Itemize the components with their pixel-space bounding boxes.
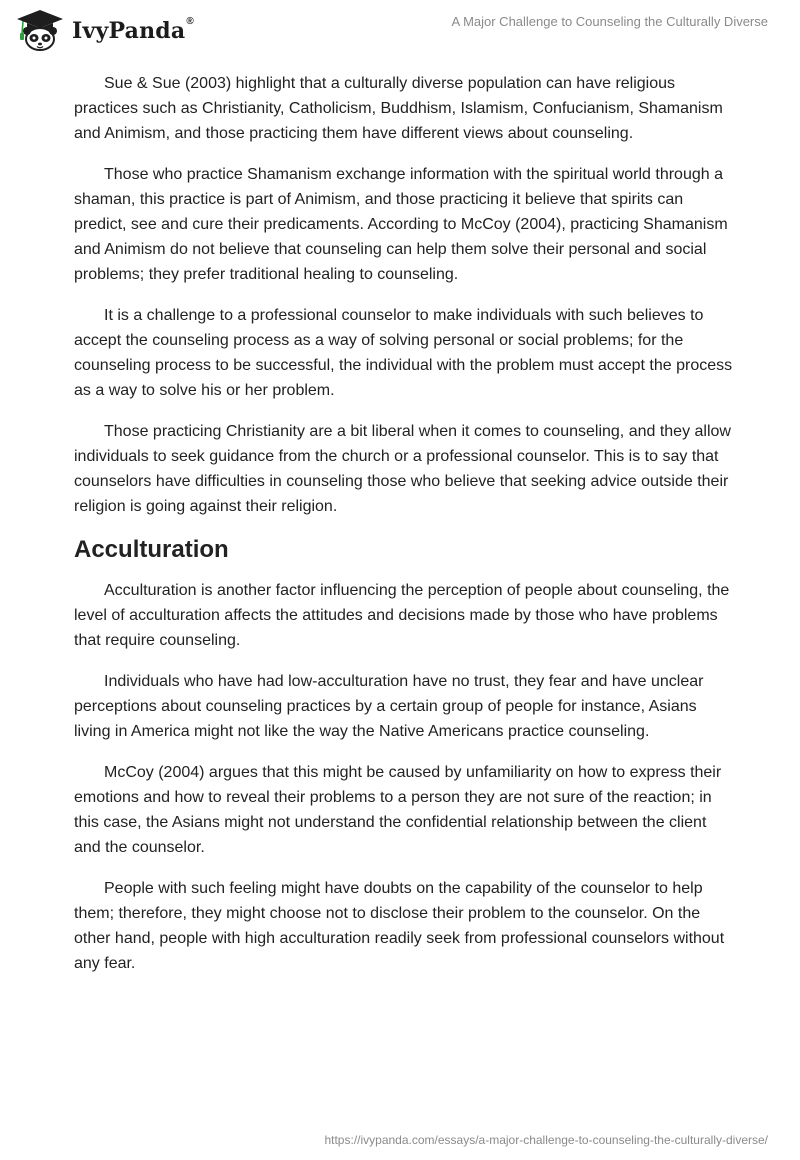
brand-logo[interactable] [14, 8, 194, 52]
section-heading: Acculturation [74, 536, 229, 563]
brand-name [72, 18, 194, 44]
paragraph: Those practicing Christianity are a bit liberal when it comes to counseling, and they allow individuals to seek guidance from the church or a professional counselor. This is to say that counselors have difficulties in counseling those who believe that seeking advice outside their religion is going against their religion. [74, 423, 731, 515]
source-url[interactable]: https://ivypanda.com/essays/a-major-challenge-to-counseling-the-culturally-diverse/ [324, 1133, 768, 1147]
brand-name-text: IvyPanda [72, 18, 186, 44]
registered-mark: ® [186, 16, 194, 27]
paragraph: It is a challenge to a professional counselor to make individuals with such believes to accept the counseling process as a way of solving personal or social problems; for the counseling process to be successful, the individual with the problem must accept the process as a way to solve his or her problem. [74, 307, 733, 399]
paragraph: Those who practice Shamanism exchange information with the spiritual world through a shaman, this practice is part of Animism, and those practicing it believe that spirits can predict, see and cure their predicaments. According to McCoy (2004), practicing Shamanism and Animism do not believe that counseling can help them solve their personal and social problems; they prefer traditional healing to counseling. [74, 166, 728, 283]
document-title: A Major Challenge to Counseling the Culturally Diverse [451, 14, 768, 29]
page-header [0, 0, 800, 64]
panda-graduate-icon [14, 8, 66, 52]
essay-content [74, 71, 734, 992]
paragraph: Acculturation is another factor influencing the perception of people about counseling, the level of acculturation affects the attitudes and decisions made by those who have problems that require counseling. [74, 582, 730, 649]
paragraph: McCoy (2004) argues that this might be caused by unfamiliarity on how to express their emotions and how to reveal their problems to a person they are not sure of the reaction; in this case, the Asians might not understand the confidential relationship between the client and the counselor. [74, 764, 722, 856]
paragraph: Individuals who have had low-acculturation have no trust, they fear and have unclear perceptions about counseling practices by a certain group of people for instance, Asians living in America might not like the way the Native Americans practice counseling. [74, 673, 704, 740]
paragraph: People with such feeling might have doubts on the capability of the counselor to help them; therefore, they might choose not to disclose their problem to the counselor. On the other hand, people with high acculturation readily seek from professional counselors without any fear. [74, 880, 725, 972]
paragraph: Sue & Sue (2003) highlight that a culturally diverse population can have religious practices such as Christianity, Catholicism, Buddhism, Islamism, Confucianism, Shamanism and Animism, and those practicing them have different views about counseling. [74, 75, 723, 142]
